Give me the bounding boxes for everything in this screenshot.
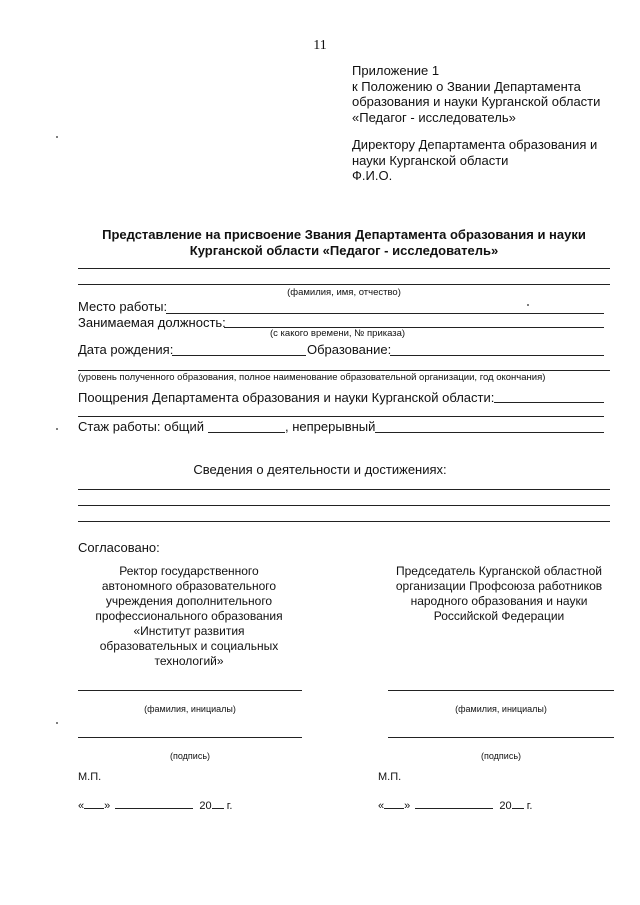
year-suffix: г.: [226, 800, 233, 812]
title-line: Курганской области «Педагог - исследователь»: [189, 243, 499, 258]
addressee-line: науки Курганской области: [352, 152, 509, 168]
education-field-2[interactable]: [78, 370, 610, 371]
appendix-line: к Положению о Звании Департамента: [352, 78, 581, 94]
right-month-field[interactable]: [415, 797, 493, 809]
quote-close: »: [104, 800, 111, 812]
signatory-line: народного образования и науки: [410, 594, 588, 608]
appendix-line: образования и науки Курганской области: [352, 94, 601, 109]
quote-open: «: [78, 800, 85, 812]
awards-field[interactable]: [494, 402, 604, 403]
left-year-field[interactable]: [212, 797, 224, 809]
achievements-line-1[interactable]: [78, 489, 610, 490]
left-name-caption: (фамилия, инициалы): [144, 704, 236, 714]
left-signatory-title: [76, 564, 302, 669]
appendix-line: «Педагог - исследователь»: [352, 109, 516, 125]
awards-field-2[interactable]: [78, 416, 604, 417]
experience-total-field[interactable]: [208, 432, 285, 433]
right-date: [378, 797, 532, 812]
scan-speck: [56, 136, 58, 138]
signatory-line: Ректор государственного: [119, 564, 259, 578]
left-signature-field[interactable]: [78, 737, 302, 738]
signatory-line: профессионального образования: [95, 609, 283, 623]
document-title: [78, 227, 610, 259]
scan-speck: [56, 428, 58, 430]
awards-label: Поощрения Департамента образования и науки Курганской области:: [78, 390, 495, 405]
right-signatory-title: [384, 564, 614, 624]
workplace-field[interactable]: [166, 313, 604, 314]
right-signature-field[interactable]: [388, 737, 614, 738]
addressee-line: Директору Департамента образования и: [352, 137, 598, 152]
fio-line-2[interactable]: [78, 284, 610, 285]
signatory-line: учреждения дополнительного: [105, 594, 273, 608]
experience-continuous-field[interactable]: [375, 432, 604, 433]
education-caption: (уровень полученного образования, полное наименование образовательной организации, год окончания): [78, 372, 546, 383]
right-name-field[interactable]: [388, 690, 614, 691]
left-stamp-label: М.П.: [78, 771, 102, 783]
left-date: [78, 797, 232, 812]
position-label: Занимаемая должность:: [78, 315, 226, 330]
appendix-line: Приложение 1: [352, 63, 440, 78]
education-field[interactable]: [390, 355, 604, 356]
signatory-line: Председатель Курганской областной: [396, 564, 602, 578]
left-day-field[interactable]: [84, 797, 104, 809]
fio-caption: (фамилия, имя, отчество): [287, 287, 401, 298]
achievements-heading: Сведения о деятельности и достижениях:: [193, 462, 447, 477]
year-prefix: 20: [499, 800, 512, 812]
achievements-line-3[interactable]: [78, 521, 610, 522]
education-label: Образование:: [307, 342, 392, 357]
left-name-field[interactable]: [78, 690, 302, 691]
left-month-field[interactable]: [115, 797, 193, 809]
year-prefix: 20: [199, 800, 212, 812]
page-number: 11: [313, 38, 327, 53]
birthdate-field[interactable]: [172, 355, 306, 356]
quote-open: «: [378, 800, 385, 812]
year-suffix: г.: [526, 800, 533, 812]
scan-speck: [56, 722, 58, 724]
signatory-line: автономного образовательного: [101, 579, 277, 593]
agreed-label: Согласовано:: [78, 540, 160, 555]
title-line: Представление на присвоение Звания Департамента образования и науки: [102, 227, 586, 242]
addressee-line: Ф.И.О.: [352, 168, 393, 183]
addressee-block: [352, 137, 597, 184]
signatory-line: «Институт развития: [133, 624, 245, 638]
signatory-line: организации Профсоюза работников: [395, 579, 603, 593]
right-stamp-label: М.П.: [378, 771, 402, 783]
signatory-line: образовательных и социальных: [99, 639, 279, 653]
signatory-line: Российской Федерации: [433, 609, 565, 623]
appendix-block: [352, 63, 600, 125]
quote-close: »: [404, 800, 411, 812]
birthdate-label: Дата рождения:: [78, 342, 174, 357]
right-year-field[interactable]: [512, 797, 524, 809]
position-caption: (с какого времени, № приказа): [270, 328, 406, 339]
left-signature-caption: (подпись): [169, 751, 211, 761]
experience-continuous-label: , непрерывный: [285, 419, 376, 434]
right-name-caption: (фамилия, инициалы): [455, 704, 547, 714]
fio-line-1[interactable]: [78, 268, 610, 269]
right-day-field[interactable]: [384, 797, 404, 809]
experience-label: Стаж работы: общий: [78, 419, 205, 434]
signatory-line: технологий»: [154, 654, 224, 668]
achievements-line-2[interactable]: [78, 505, 610, 506]
scan-speck: [527, 304, 529, 306]
workplace-label: Место работы:: [78, 299, 168, 314]
right-signature-caption: (подпись): [480, 751, 522, 761]
